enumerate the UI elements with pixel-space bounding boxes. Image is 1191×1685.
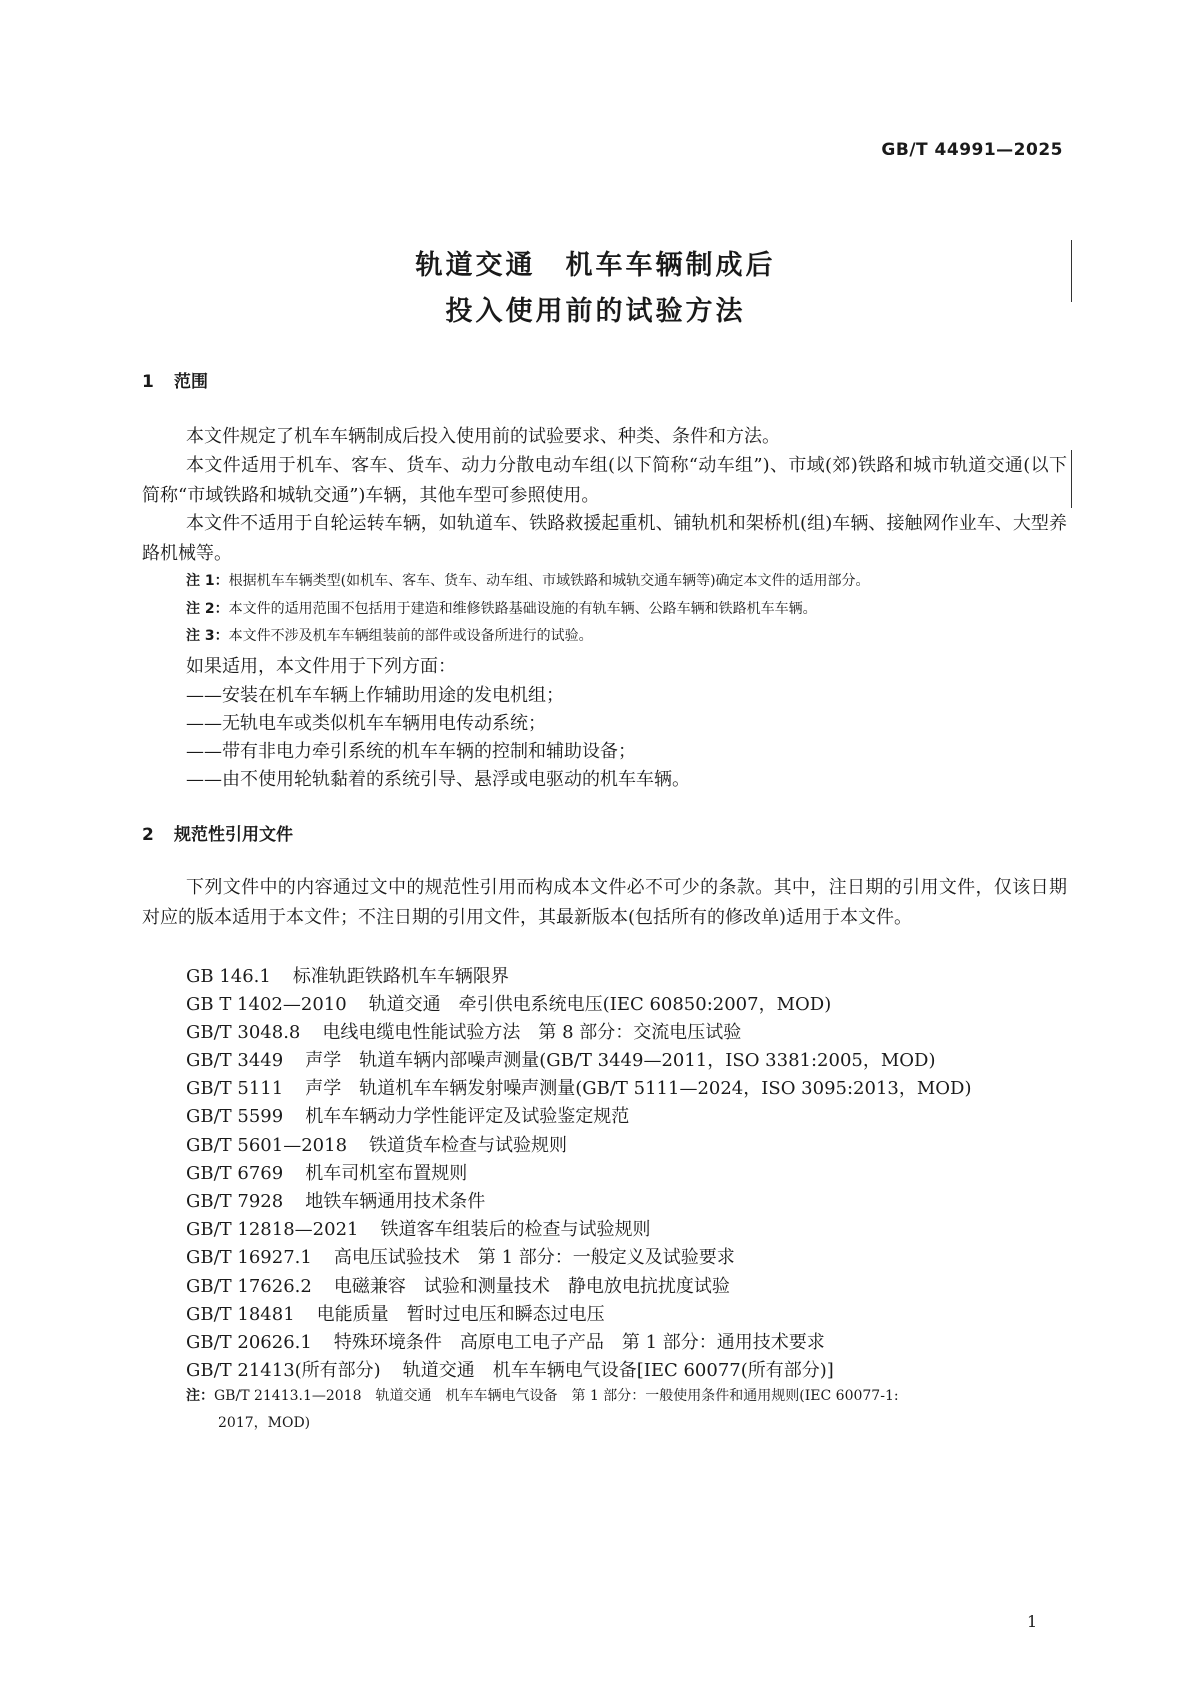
reference-code: GB/T 6769: [186, 1163, 284, 1184]
reference-item: [186, 1328, 825, 1354]
reference-code: GB/T 18481: [186, 1304, 295, 1325]
reference-title: 地铁车辆通用技术条件: [305, 1191, 486, 1212]
reference-item: [186, 1074, 972, 1100]
reference-note: [186, 1383, 1066, 1437]
section-2-heading: [142, 820, 293, 845]
reference-code: GB/T 5599: [186, 1106, 284, 1127]
reference-code: GB/T 3449: [186, 1050, 284, 1071]
reference-code: GB/T 3048.8: [186, 1022, 301, 1043]
reference-code: GB/T 7928: [186, 1191, 284, 1212]
reference-item: [186, 962, 509, 988]
section-number: 1: [142, 372, 154, 392]
change-bar: [1071, 240, 1072, 302]
note-label: 注：: [186, 1388, 214, 1404]
paragraph: 本文件规定了机车车辆制成后投入使用前的试验要求、种类、条件和方法。: [186, 426, 780, 447]
note-text: GB/T 21413.1—2018 轨道交通 机车车辆电气设备 第 1 部分：一般使用条件和通用规则(IEC 60077-1:: [214, 1388, 899, 1404]
note: [186, 625, 593, 645]
reference-title: 铁道客车组装后的检查与试验规则: [380, 1219, 651, 1240]
standard-code: GB/T 44991—2025: [881, 140, 1063, 160]
note-text: 本文件不涉及机车车辆组装前的部件或设备所进行的试验。: [228, 628, 593, 644]
reference-code: GB/T 5111: [186, 1078, 284, 1099]
reference-item: [186, 1018, 741, 1044]
reference-code: GB T 1402—2010: [186, 994, 347, 1015]
document-title-line-1: 轨道交通 机车车辆制成后: [415, 250, 776, 281]
reference-title: 标准轨距铁路机车车辆限界: [292, 966, 509, 987]
reference-title: 声学 轨道机车车辆发射噪声测量(GB/T 5111—2024，ISO 3095:2013，MOD): [305, 1078, 972, 1099]
reference-item: [186, 1300, 605, 1326]
change-bar: [1071, 450, 1072, 508]
reference-item: [186, 1131, 567, 1157]
reference-code: GB/T 5601—2018: [186, 1135, 348, 1156]
reference-code: GB/T 17626.2: [186, 1276, 312, 1297]
reference-title: 声学 轨道车辆内部噪声测量(GB/T 3449—2011，ISO 3381:2005，MOD): [305, 1050, 936, 1071]
list-item: ——安装在机车车辆上作辅助用途的发电机组；: [186, 685, 564, 706]
reference-item: [186, 1159, 467, 1185]
reference-title: 高电压试验技术 第 1 部分：一般定义及试验要求: [333, 1247, 735, 1268]
paragraph: 本文件适用于机车、客车、货车、动力分散电动车组(以下简称“动车组”)、市域(郊)铁路和城市轨道交通(以下简称“市域铁路和城轨交通”)车辆，其他车型可参照使用。: [142, 455, 1067, 506]
reference-title: 电线电缆电性能试验方法 第 8 部分：交流电压试验: [322, 1022, 742, 1043]
reference-title: 电能质量 暂时过电压和瞬态过电压: [316, 1304, 605, 1325]
note-text-continued: 2017，MOD): [218, 1415, 311, 1431]
reference-item: [186, 1187, 485, 1213]
reference-item: [186, 1215, 650, 1241]
page-number: 1: [1027, 1612, 1038, 1631]
reference-title: 机车司机室布置规则: [305, 1163, 468, 1184]
reference-code: GB/T 12818—2021: [186, 1219, 359, 1240]
note: [186, 598, 817, 618]
list-item: ——由不使用轮轨黏着的系统引导、悬浮或电驱动的机车车辆。: [186, 769, 690, 790]
note: [186, 570, 870, 590]
reference-title: 电磁兼容 试验和测量技术 静电放电抗扰度试验: [333, 1276, 730, 1297]
reference-code: GB/T 21413(所有部分): [186, 1360, 381, 1381]
paragraph: 本文件不适用于自轮运转车辆，如轨道车、铁路救援起重机、铺轨机和架桥机(组)车辆、接触网作业车、大型养路机械等。: [142, 513, 1067, 564]
reference-item: [186, 1356, 834, 1382]
reference-item: [186, 1243, 735, 1269]
list-item: ——无轨电车或类似机车车辆用电传动系统；: [186, 713, 546, 734]
reference-item: [186, 1272, 730, 1298]
section-title: 规范性引用文件: [174, 825, 293, 845]
section-title: 范围: [174, 372, 208, 392]
list-item: ——带有非电力牵引系统的机车车辆的控制和辅助设备；: [186, 741, 636, 762]
paragraph: 下列文件中的内容通过文中的规范性引用而构成本文件必不可少的条款。其中，注日期的引用文件，仅该日期对应的版本适用于本文件；不注日期的引用文件，其最新版本(包括所有的修改单)适用于本文件。: [142, 877, 1067, 928]
document-title-line-2: 投入使用前的试验方法: [445, 296, 746, 327]
reference-item: [186, 990, 831, 1016]
reference-title: 轨道交通 机车车辆电气设备[IEC 60077(所有部分)]: [402, 1360, 834, 1381]
note-text: 根据机车车辆类型(如机车、客车、货车、动车组、市域铁路和城轨交通车辆等)确定本文件的适用部分。: [228, 573, 870, 589]
note-label: 注 3：: [186, 628, 229, 644]
note-text: 本文件的适用范围不包括用于建造和维修铁路基础设施的有轨车辆、公路车辆和铁路机车车辆。: [228, 601, 817, 617]
note-label: 注 2：: [186, 601, 229, 617]
reference-item: [186, 1102, 629, 1128]
reference-title: 铁道货车检查与试验规则: [369, 1135, 568, 1156]
reference-title: 特殊环境条件 高原电工电子产品 第 1 部分：通用技术要求: [333, 1332, 825, 1353]
section-number: 2: [142, 825, 154, 845]
reference-code: GB 146.1: [186, 966, 271, 987]
reference-code: GB/T 16927.1: [186, 1247, 312, 1268]
note-label: 注 1：: [186, 573, 229, 589]
reference-title: 轨道交通 牵引供电系统电压(IEC 60850:2007，MOD): [368, 994, 832, 1015]
reference-code: GB/T 20626.1: [186, 1332, 312, 1353]
applicable-intro: 如果适用，本文件用于下列方面：: [186, 656, 456, 677]
reference-title: 机车车辆动力学性能评定及试验鉴定规范: [305, 1106, 630, 1127]
section-1-heading: [142, 367, 208, 392]
reference-item: [186, 1046, 936, 1072]
